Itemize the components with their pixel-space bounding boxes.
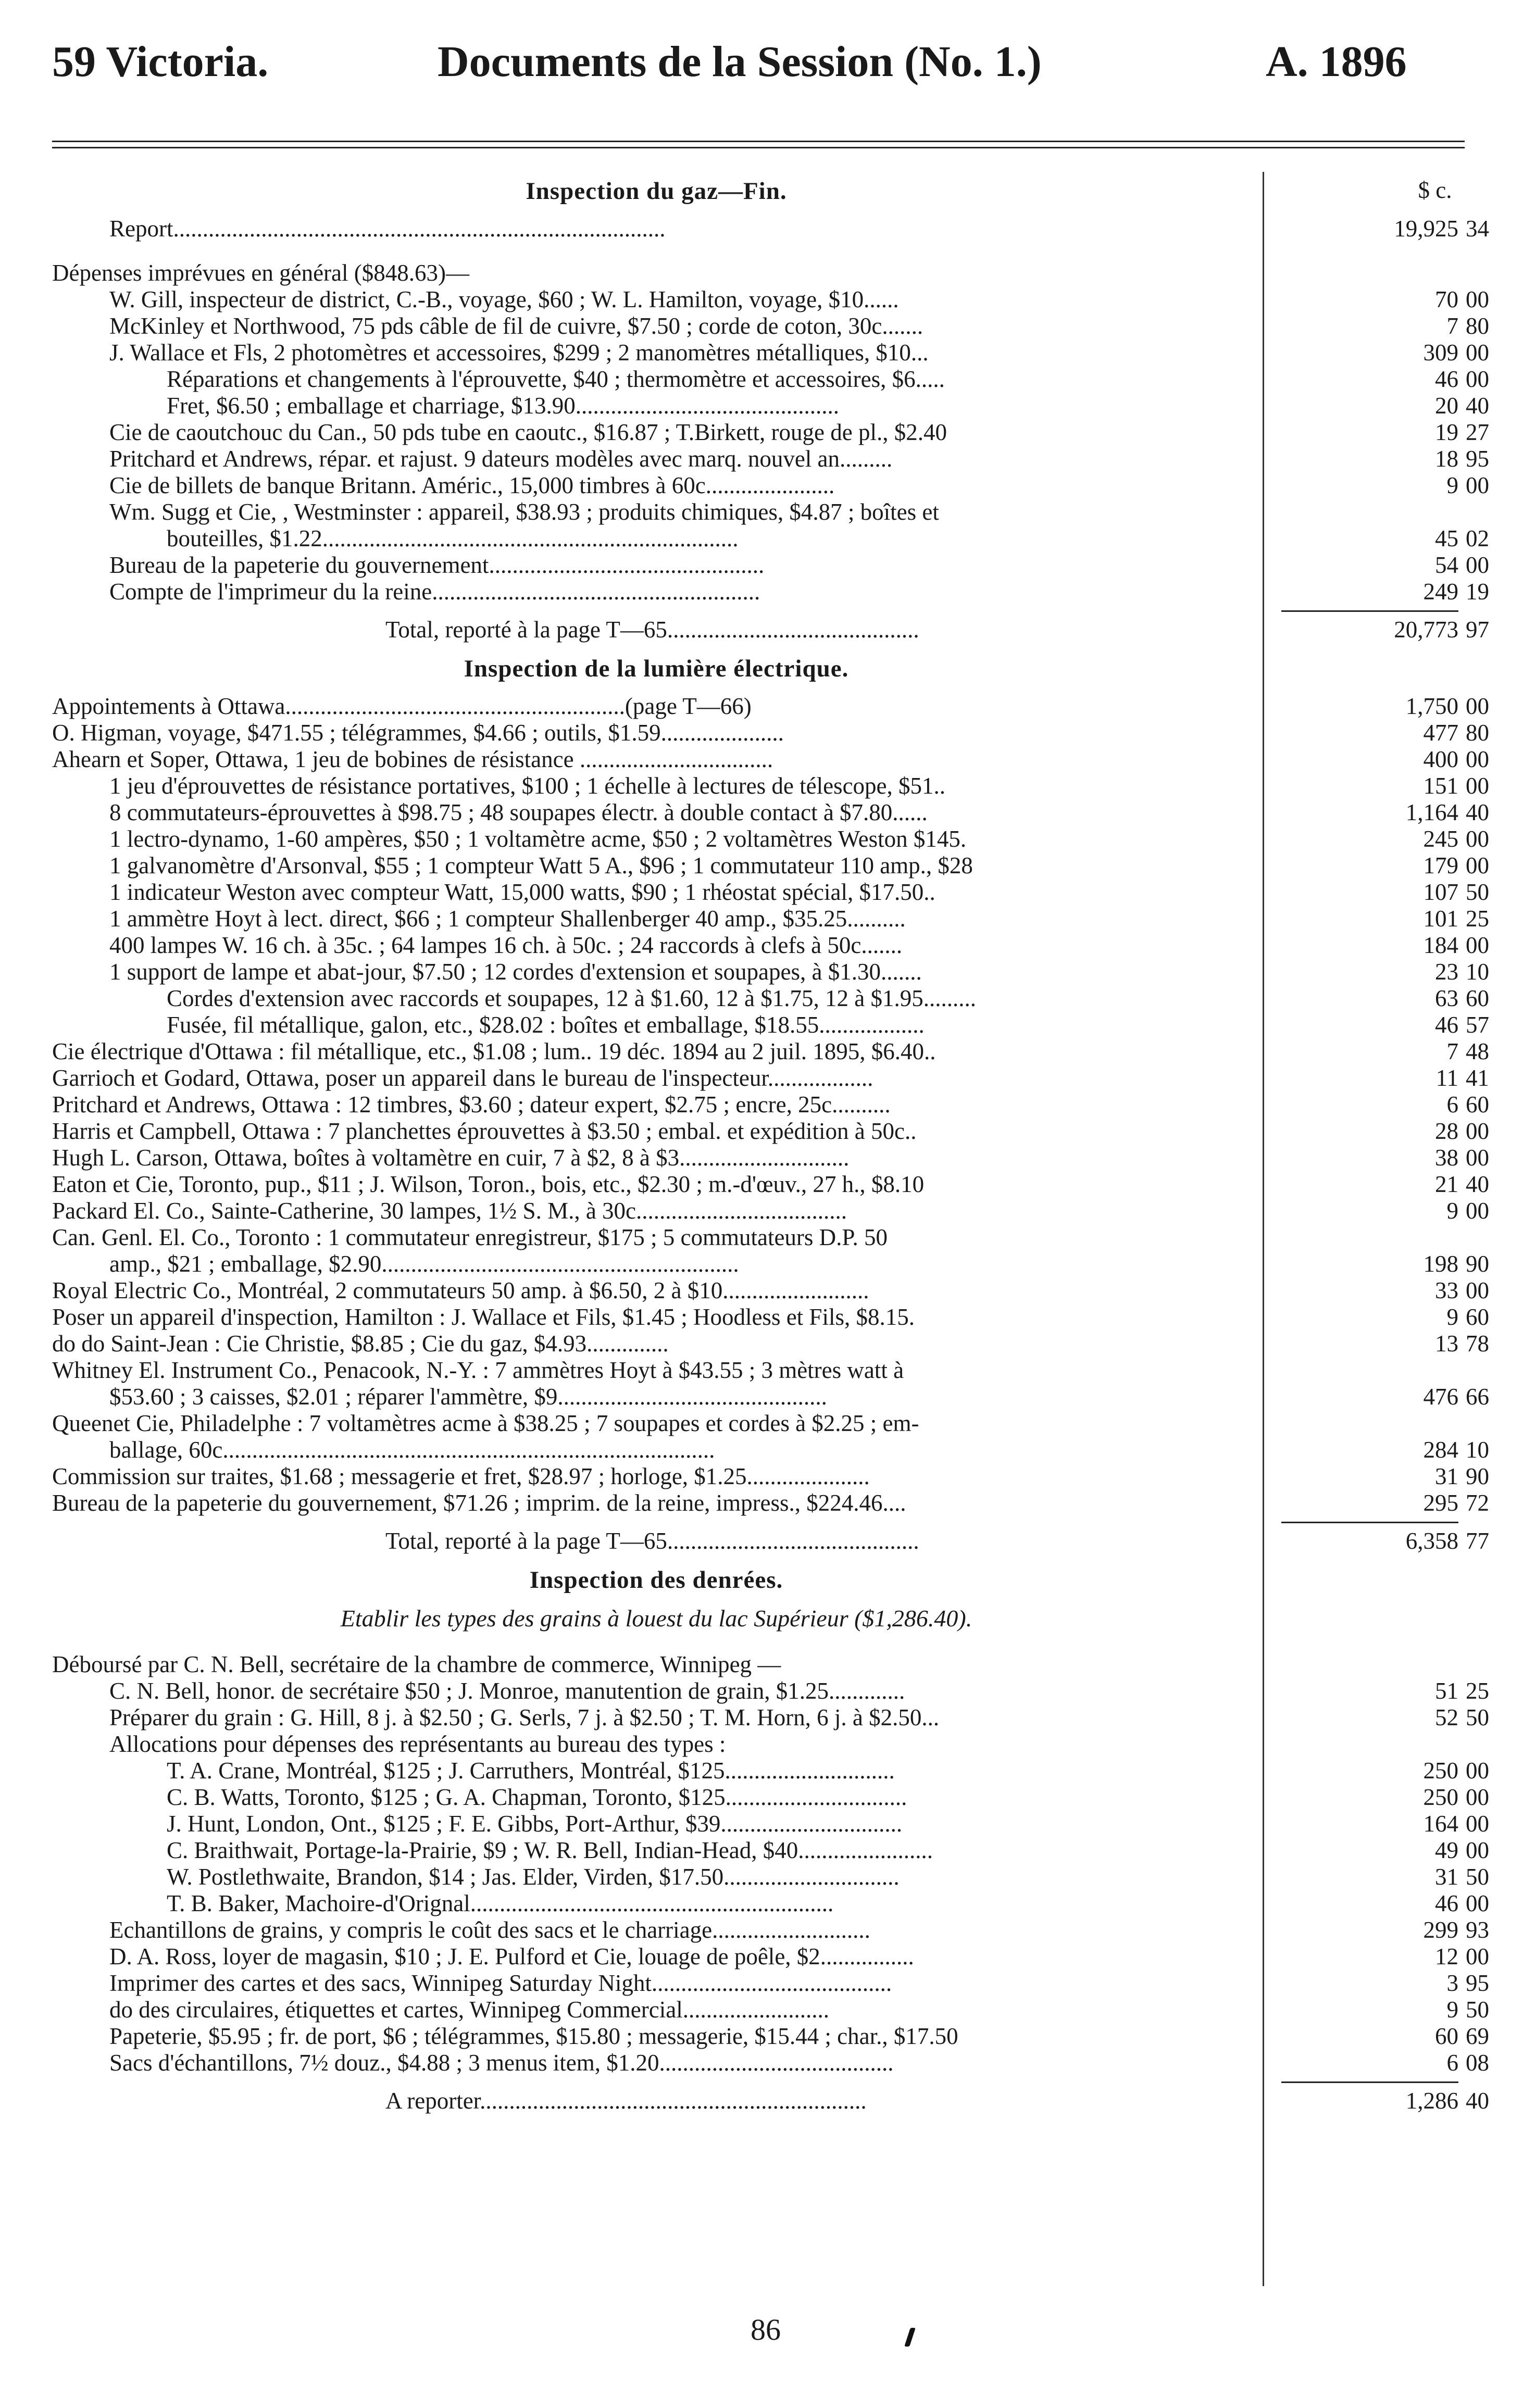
line-description: Total, reporté à la page T—65........................................... — [385, 1528, 919, 1554]
ledger-line — [52, 446, 1489, 472]
amount-dollars: 284 — [1423, 1437, 1458, 1463]
amount-dollars: 46 — [1435, 366, 1458, 392]
amount-dollars: 51 — [1435, 1678, 1458, 1704]
amount-dollars: 9 — [1446, 1198, 1458, 1224]
amount-cents: 00 — [1466, 472, 1489, 498]
amount-cents: 57 — [1466, 1012, 1489, 1038]
ledger-line — [52, 852, 1489, 879]
ledger-line — [52, 419, 1489, 445]
line-description: A reporter.................................................................. — [385, 2088, 867, 2114]
ledger-line — [52, 1758, 1489, 1784]
amount-cents: 78 — [1466, 1331, 1489, 1357]
line-description: Papeterie, $5.95 ; fr. de port, $6 ; télégrammes, $15.80 ; messagerie, $15.44 ; char., $17.50 — [109, 2023, 958, 2049]
ledger-line — [52, 552, 1489, 578]
amount-dollars: 249 — [1423, 579, 1458, 605]
total-line — [52, 1528, 1489, 1554]
ledger-line — [52, 525, 1489, 551]
ledger-line — [52, 1704, 1489, 1730]
line-description: O. Higman, voyage, $471.55 ; télégrammes, $4.66 ; outils, $1.59..................... — [52, 720, 784, 746]
amount-dollars: 19 — [1435, 419, 1458, 445]
amount-cents: 66 — [1466, 1384, 1489, 1410]
line-description: Harris et Campbell, Ottawa : 7 planchettes éprouvettes à $3.50 ; embal. et expédition à 50c.. — [52, 1118, 917, 1144]
amount-cents: 00 — [1466, 693, 1489, 719]
ledger-line — [52, 1251, 1489, 1277]
amount-cents: 00 — [1466, 932, 1489, 958]
amount-dollars: 1,286 — [1405, 2088, 1458, 2114]
amount-cents: 50 — [1466, 1864, 1489, 1890]
ledger-line — [52, 1463, 1489, 1489]
line-description: T. B. Baker, Machoire-d'Orignal.............................................................. — [167, 1890, 834, 1916]
line-description: Réparations et changements à l'éprouvette, $40 ; thermomètre et accessoires, $6..... — [167, 366, 945, 392]
ledger-line — [52, 1490, 1489, 1516]
amount-cents: 00 — [1466, 366, 1489, 392]
amount-cents: 34 — [1466, 216, 1489, 242]
amount-dollars: 18 — [1435, 446, 1458, 472]
line-description: J. Wallace et Fls, 2 photomètres et accessoires, $299 ; 2 manomètres métalliques, $10... — [109, 340, 929, 366]
amount-dollars: 107 — [1423, 879, 1458, 905]
amount-cents: 02 — [1466, 525, 1489, 551]
line-description: Préparer du grain : G. Hill, 8 j. à $2.50 ; G. Serls, 7 j. à $2.50 ; T. M. Horn, 6 j. à $2.50... — [109, 1704, 940, 1730]
amount-dollars: 476 — [1423, 1384, 1458, 1410]
amount-dollars: 7 — [1446, 313, 1458, 339]
amount-cents: 72 — [1466, 1490, 1489, 1516]
line-description: Report.................................................................................... — [109, 216, 666, 242]
ledger-line — [52, 1012, 1489, 1038]
ledger-line — [52, 746, 1489, 772]
header-center: Documents de la Session (No. 1.) — [438, 37, 1042, 86]
amount-dollars: 38 — [1435, 1145, 1458, 1171]
section-title: Inspection du gaz—Fin. — [526, 178, 787, 205]
amount-dollars: 49 — [1435, 1837, 1458, 1863]
line-description: W. Gill, inspecteur de district, C.-B., voyage, $60 ; W. L. Hamilton, voyage, $10...... — [109, 286, 899, 312]
line-description: Packard El. Co., Sainte-Catherine, 30 lampes, 1½ S. M., à 30c.................................... — [52, 1198, 847, 1224]
ledger-line — [52, 313, 1489, 339]
amount-cents: 00 — [1466, 1198, 1489, 1224]
line-description: 1 galvanomètre d'Arsonval, $55 ; 1 compteur Watt 5 A., $96 ; 1 commutateur 110 amp., $28 — [109, 852, 973, 879]
ledger-line — [52, 1864, 1489, 1890]
ledger-line — [52, 1784, 1489, 1810]
ledger-line — [52, 1224, 1469, 1250]
currency-label-text: $ c. — [1418, 177, 1452, 203]
amount-cents: 25 — [1466, 1678, 1489, 1704]
amount-dollars: 101 — [1423, 906, 1458, 932]
amount-dollars: 250 — [1423, 1758, 1458, 1784]
amount-cents: 00 — [1466, 1943, 1489, 1970]
line-description: Commission sur traites, $1.68 ; messagerie et fret, $28.97 ; horloge, $1.25..................... — [52, 1463, 870, 1489]
amount-cents: 50 — [1466, 1997, 1489, 2023]
header-rule-top — [52, 141, 1465, 142]
ledger-line — [52, 579, 1489, 605]
line-description: Royal Electric Co., Montréal, 2 commutateurs 50 amp. à $6.50, 2 à $10......................... — [52, 1277, 869, 1303]
line-description: do des circulaires, étiquettes et cartes, Winnipeg Commercial......................... — [109, 1997, 829, 2023]
amount-cents: 27 — [1466, 419, 1489, 445]
amount-cents: 90 — [1466, 1463, 1489, 1489]
amount-cents: 00 — [1466, 340, 1489, 366]
ledger-line — [52, 826, 1489, 852]
amount-cents: 60 — [1466, 985, 1489, 1011]
amount-cents: 97 — [1466, 617, 1489, 643]
ledger-line — [52, 879, 1489, 905]
line-description: 1 indicateur Weston avec compteur Watt, 15,000 watts, $90 ; 1 rhéostat spécial, $17.50.. — [109, 879, 935, 905]
line-description: Compte de l'imprimeur du la reine........................................................ — [109, 579, 760, 605]
amount-dollars: 7 — [1446, 1038, 1458, 1064]
amount-dollars: 477 — [1423, 720, 1458, 746]
total-rule — [1281, 1522, 1458, 1523]
amount-cents: 08 — [1466, 2050, 1489, 2076]
line-description: Pritchard et Andrews, répar. et rajust. 9 dateurs modèles avec marq. nouvel an......... — [109, 446, 893, 472]
amount-cents: 95 — [1466, 446, 1489, 472]
amount-cents: 48 — [1466, 1038, 1489, 1064]
ledger-line — [52, 393, 1489, 419]
ledger-line — [52, 1943, 1489, 1970]
amount-dollars: 52 — [1435, 1704, 1458, 1730]
amount-cents: 93 — [1466, 1917, 1489, 1943]
ledger-line — [52, 720, 1489, 746]
line-description: Déboursé par C. N. Bell, secrétaire de la chambre de commerce, Winnipeg — — [52, 1651, 781, 1677]
ledger-line — [52, 216, 1489, 242]
amount-cents: 80 — [1466, 720, 1489, 746]
total-rule — [1281, 2081, 1458, 2083]
total-rule — [1281, 610, 1458, 612]
amount-cents: 40 — [1466, 1171, 1489, 1197]
line-description: Pritchard et Andrews, Ottawa : 12 timbres, $3.60 ; dateur expert, $2.75 ; encre, 25c.......... — [52, 1092, 891, 1118]
currency-label — [52, 177, 1469, 203]
ledger-line — [52, 1118, 1489, 1144]
ledger-line — [52, 1678, 1489, 1704]
line-description: T. A. Crane, Montréal, $125 ; J. Carruthers, Montréal, $125............................. — [167, 1758, 895, 1784]
amount-dollars: 3 — [1446, 1970, 1458, 1996]
line-description: Bureau de la papeterie du gouvernement............................................... — [109, 552, 765, 578]
amount-cents: 10 — [1466, 959, 1489, 985]
ledger-line — [52, 1331, 1489, 1357]
ledger-line — [52, 1198, 1489, 1224]
total-line — [52, 617, 1489, 643]
line-description: Fusée, fil métallique, galon, etc., $28.02 : boîtes et emballage, $18.55.................. — [167, 1012, 925, 1038]
amount-cents: 50 — [1466, 879, 1489, 905]
ledger-line — [52, 1357, 1469, 1383]
ledger-line — [52, 1917, 1489, 1943]
amount-cents: 00 — [1466, 552, 1489, 578]
page-number: 86 — [751, 2313, 781, 2347]
line-description: Hugh L. Carson, Ottawa, boîtes à voltamètre en cuir, 7 à $2, 8 à $3............................. — [52, 1145, 850, 1171]
ledger-line — [52, 1997, 1489, 2023]
amount-dollars: 45 — [1435, 525, 1458, 551]
amount-cents: 00 — [1466, 1758, 1489, 1784]
amount-cents: 00 — [1466, 826, 1489, 852]
ledger-line — [52, 1811, 1489, 1837]
ledger-line — [52, 1970, 1489, 1996]
amount-dollars: 11 — [1435, 1065, 1458, 1091]
line-description: C. Braithwait, Portage-la-Prairie, $9 ; W. R. Bell, Indian-Head, $40....................... — [167, 1837, 933, 1863]
amount-cents: 80 — [1466, 313, 1489, 339]
ledger-line — [52, 773, 1489, 799]
line-description: Ahearn et Soper, Ottawa, 1 jeu de bobines de résistance ................................. — [52, 746, 773, 772]
amount-dollars: 400 — [1423, 746, 1458, 772]
amount-dollars: 151 — [1423, 773, 1458, 799]
header-left: 59 Victoria. — [52, 37, 269, 86]
amount-dollars: 179 — [1423, 852, 1458, 879]
line-description: J. Hunt, London, Ont., $125 ; F. E. Gibbs, Port-Arthur, $39............................... — [167, 1811, 903, 1837]
section-title: Inspection des denrées. — [529, 1566, 783, 1594]
ledger-line — [52, 1890, 1489, 1916]
amount-cents: 69 — [1466, 2023, 1489, 2049]
amount-dollars: 1,164 — [1405, 799, 1458, 825]
amount-dollars: 63 — [1435, 985, 1458, 1011]
line-description: Poser un appareil d'inspection, Hamilton : J. Wallace et Fils, $1.45 ; Hoodless et Fils, $8.15. — [52, 1304, 915, 1330]
amount-dollars: 46 — [1435, 1890, 1458, 1916]
ledger-line — [52, 366, 1489, 392]
amount-cents: 77 — [1466, 1528, 1489, 1554]
total-line — [52, 2088, 1489, 2114]
line-description: $53.60 ; 3 caisses, $2.01 ; réparer l'ammètre, $9.............................................. — [109, 1384, 827, 1410]
line-description: Cordes d'extension avec raccords et soupapes, 12 à $1.60, 12 à $1.75, 12 à $1.95......... — [167, 985, 976, 1011]
amount-dollars: 13 — [1435, 1331, 1458, 1357]
line-description: Imprimer des cartes et des sacs, Winnipeg Saturday Night......................................... — [109, 1970, 892, 1996]
line-description: Wm. Sugg et Cie, , Westminster : appareil, $38.93 ; produits chimiques, $4.87 ; boîtes et — [109, 499, 939, 525]
line-description: Sacs d'échantillons, 7½ douz., $4.88 ; 3 menus item, $1.20........................................ — [109, 2050, 894, 2076]
amount-cents: 19 — [1466, 579, 1489, 605]
amount-cents: 50 — [1466, 1704, 1489, 1730]
line-description: C. N. Bell, honor. de secrétaire $50 ; J. Monroe, manutention de grain, $1.25............. — [109, 1678, 905, 1704]
amount-dollars: 295 — [1423, 1490, 1458, 1516]
ledger-line — [52, 932, 1489, 958]
section-title: Inspection de la lumière électrique. — [464, 655, 849, 682]
amount-cents: 00 — [1466, 852, 1489, 879]
ledger-line — [52, 1277, 1489, 1303]
line-description: Total, reporté à la page T—65........................................... — [385, 617, 919, 643]
line-description: Appointements à Ottawa..........................................................(page T—66) — [52, 693, 752, 719]
amount-dollars: 164 — [1423, 1811, 1458, 1837]
amount-cents: 00 — [1466, 1811, 1489, 1837]
ink-mark — [904, 2328, 916, 2347]
line-description: D. A. Ross, loyer de magasin, $10 ; J. E. Pulford et Cie, louage de poêle, $2................ — [109, 1943, 914, 1970]
amount-dollars: 9 — [1446, 1304, 1458, 1330]
amount-dollars: 20,773 — [1394, 617, 1458, 643]
line-description: McKinley et Northwood, 75 pds câble de fil de cuivre, $7.50 ; corde de coton, 30c....... — [109, 313, 923, 339]
amount-dollars: 60 — [1435, 2023, 1458, 2049]
amount-dollars: 20 — [1435, 393, 1458, 419]
amount-cents: 25 — [1466, 906, 1489, 932]
line-description: ballage, 60c.................................................................................... — [109, 1437, 715, 1463]
amount-dollars: 54 — [1435, 552, 1458, 578]
line-description: Allocations pour dépenses des représentants au bureau des types : — [109, 1731, 726, 1757]
ledger-line — [52, 1171, 1489, 1197]
ledger-line — [52, 1065, 1489, 1091]
amount-dollars: 31 — [1435, 1463, 1458, 1489]
amount-cents: 41 — [1466, 1065, 1489, 1091]
line-description: do do Saint-Jean : Cie Christie, $8.85 ; Cie du gaz, $4.93.............. — [52, 1331, 669, 1357]
amount-dollars: 6,358 — [1405, 1528, 1458, 1554]
amount-dollars: 28 — [1435, 1118, 1458, 1144]
line-description: Queenet Cie, Philadelphe : 7 voltamètres acme à $38.25 ; 7 soupapes et cordes à $2.25 ; em- — [52, 1410, 919, 1436]
line-description: amp., $21 ; emballage, $2.90............................................................. — [109, 1251, 739, 1277]
line-description: Echantillons de grains, y compris le coût des sacs et le charriage........................... — [109, 1917, 870, 1943]
line-description: 8 commutateurs-éprouvettes à $98.75 ; 48 soupapes électr. à double contact à $7.80...... — [109, 799, 928, 825]
header-right: A. 1896 — [1266, 37, 1407, 86]
section-subtitle: Etablir les types des grains à louest du lac Supérieur ($1,286.40). — [340, 1605, 972, 1632]
amount-cents: 00 — [1466, 1837, 1489, 1863]
amount-dollars: 198 — [1423, 1251, 1458, 1277]
line-description: 1 support de lampe et abat-jour, $7.50 ; 12 cordes d'extension et soupapes, à $1.30....... — [109, 959, 922, 985]
line-description: Whitney El. Instrument Co., Penacook, N.-Y. : 7 ammètres Hoyt à $43.55 ; 3 mètres watt à — [52, 1357, 904, 1383]
line-description: 1 lectro-dynamo, 1-60 ampères, $50 ; 1 voltamètre acme, $50 ; 2 voltamètres Weston $145. — [109, 826, 967, 852]
ledger-line — [52, 1410, 1469, 1436]
line-description: Garrioch et Godard, Ottawa, poser un appareil dans le bureau de l'inspecteur.................. — [52, 1065, 873, 1091]
ledger-line — [52, 286, 1489, 312]
ledger-line — [52, 1437, 1489, 1463]
line-description: C. B. Watts, Toronto, $125 ; G. A. Chapman, Toronto, $125............................... — [167, 1784, 907, 1810]
line-description: Fret, $6.50 ; emballage et charriage, $13.90............................................. — [167, 393, 839, 419]
line-description: 1 ammètre Hoyt à lect. direct, $66 ; 1 compteur Shallenberger 40 amp., $35.25.......... — [109, 906, 906, 932]
ledger-line — [52, 799, 1489, 825]
amount-dollars: 184 — [1423, 932, 1458, 958]
amount-dollars: 9 — [1446, 1997, 1458, 2023]
amount-cents: 00 — [1466, 1118, 1489, 1144]
amount-dollars: 299 — [1423, 1917, 1458, 1943]
line-description: Cie électrique d'Ottawa : fil métallique, etc., $1.08 ; lum.. 19 déc. 1894 au 2 juil. 1895, $6.40.. — [52, 1038, 936, 1064]
ledger-line — [52, 472, 1489, 498]
amount-dollars: 6 — [1446, 1092, 1458, 1118]
ledger-line — [52, 260, 1469, 286]
amount-dollars: 6 — [1446, 2050, 1458, 2076]
line-description: Bureau de la papeterie du gouvernement, $71.26 ; imprim. de la reine, impress., $224.46.... — [52, 1490, 906, 1516]
ledger-line — [52, 1651, 1469, 1677]
amount-dollars: 245 — [1423, 826, 1458, 852]
line-description: bouteilles, $1.22....................................................................... — [167, 525, 739, 551]
amount-dollars: 19,925 — [1394, 216, 1458, 242]
amount-cents: 10 — [1466, 1437, 1489, 1463]
amount-cents: 95 — [1466, 1970, 1489, 1996]
ledger-line — [52, 693, 1489, 719]
amount-cents: 00 — [1466, 773, 1489, 799]
amount-cents: 00 — [1466, 1145, 1489, 1171]
ledger-line — [52, 906, 1489, 932]
amount-cents: 40 — [1466, 2088, 1489, 2114]
ledger-line — [52, 1145, 1489, 1171]
amount-cents: 60 — [1466, 1092, 1489, 1118]
line-description: W. Postlethwaite, Brandon, $14 ; Jas. Elder, Virden, $17.50.............................. — [167, 1864, 900, 1890]
line-description: 400 lampes W. 16 ch. à 35c. ; 64 lampes 16 ch. à 50c. ; 24 raccords à clefs à 50c....... — [109, 932, 903, 958]
ledger-line — [52, 985, 1489, 1011]
amount-cents: 00 — [1466, 1890, 1489, 1916]
amount-cents: 00 — [1466, 746, 1489, 772]
ledger-line — [52, 2023, 1489, 2049]
amount-cents: 00 — [1466, 286, 1489, 312]
line-description: Cie de caoutchouc du Can., 50 pds tube en caoutc., $16.87 ; T.Birkett, rouge de pl., $2.40 — [109, 419, 947, 445]
amount-dollars: 1,750 — [1405, 693, 1458, 719]
ledger-line — [52, 1304, 1489, 1330]
amount-dollars: 70 — [1435, 286, 1458, 312]
amount-dollars: 9 — [1446, 472, 1458, 498]
amount-cents: 00 — [1466, 1277, 1489, 1303]
amount-dollars: 250 — [1423, 1784, 1458, 1810]
ledger-line — [52, 340, 1489, 366]
amount-dollars: 31 — [1435, 1864, 1458, 1890]
ledger-line — [52, 499, 1469, 525]
amount-dollars: 33 — [1435, 1277, 1458, 1303]
line-description: 1 jeu d'éprouvettes de résistance portatives, $100 ; 1 échelle à lectures de télescope, $51.. — [109, 773, 946, 799]
header-rule-bottom — [52, 147, 1465, 148]
ledger-line — [52, 1837, 1489, 1863]
amount-dollars: 309 — [1423, 340, 1458, 366]
amount-cents: 40 — [1466, 393, 1489, 419]
line-description: Can. Genl. El. Co., Toronto : 1 commutateur enregistreur, $175 ; 5 commutateurs D.P. 50 — [52, 1224, 888, 1250]
amount-dollars: 46 — [1435, 1012, 1458, 1038]
amount-dollars: 21 — [1435, 1171, 1458, 1197]
line-description: Dépenses imprévues en général ($848.63)— — [52, 260, 469, 286]
ledger-line — [52, 1384, 1489, 1410]
amount-cents: 40 — [1466, 799, 1489, 825]
ledger-line — [52, 1092, 1489, 1118]
amount-cents: 00 — [1466, 1784, 1489, 1810]
ledger-line — [52, 1038, 1489, 1064]
line-description: Eaton et Cie, Toronto, pup., $11 ; J. Wilson, Toron., bois, etc., $2.30 ; m.-d'œuv., 27 h., $8.10 — [52, 1171, 925, 1197]
ledger-line — [52, 1731, 1469, 1757]
amount-dollars: 12 — [1435, 1943, 1458, 1970]
ledger-line — [52, 959, 1489, 985]
amount-dollars: 23 — [1435, 959, 1458, 985]
amount-cents: 90 — [1466, 1251, 1489, 1277]
amount-cents: 60 — [1466, 1304, 1489, 1330]
ledger-line — [52, 2050, 1489, 2076]
line-description: Cie de billets de banque Britann. Améric., 15,000 timbres à 60c...................... — [109, 472, 835, 498]
